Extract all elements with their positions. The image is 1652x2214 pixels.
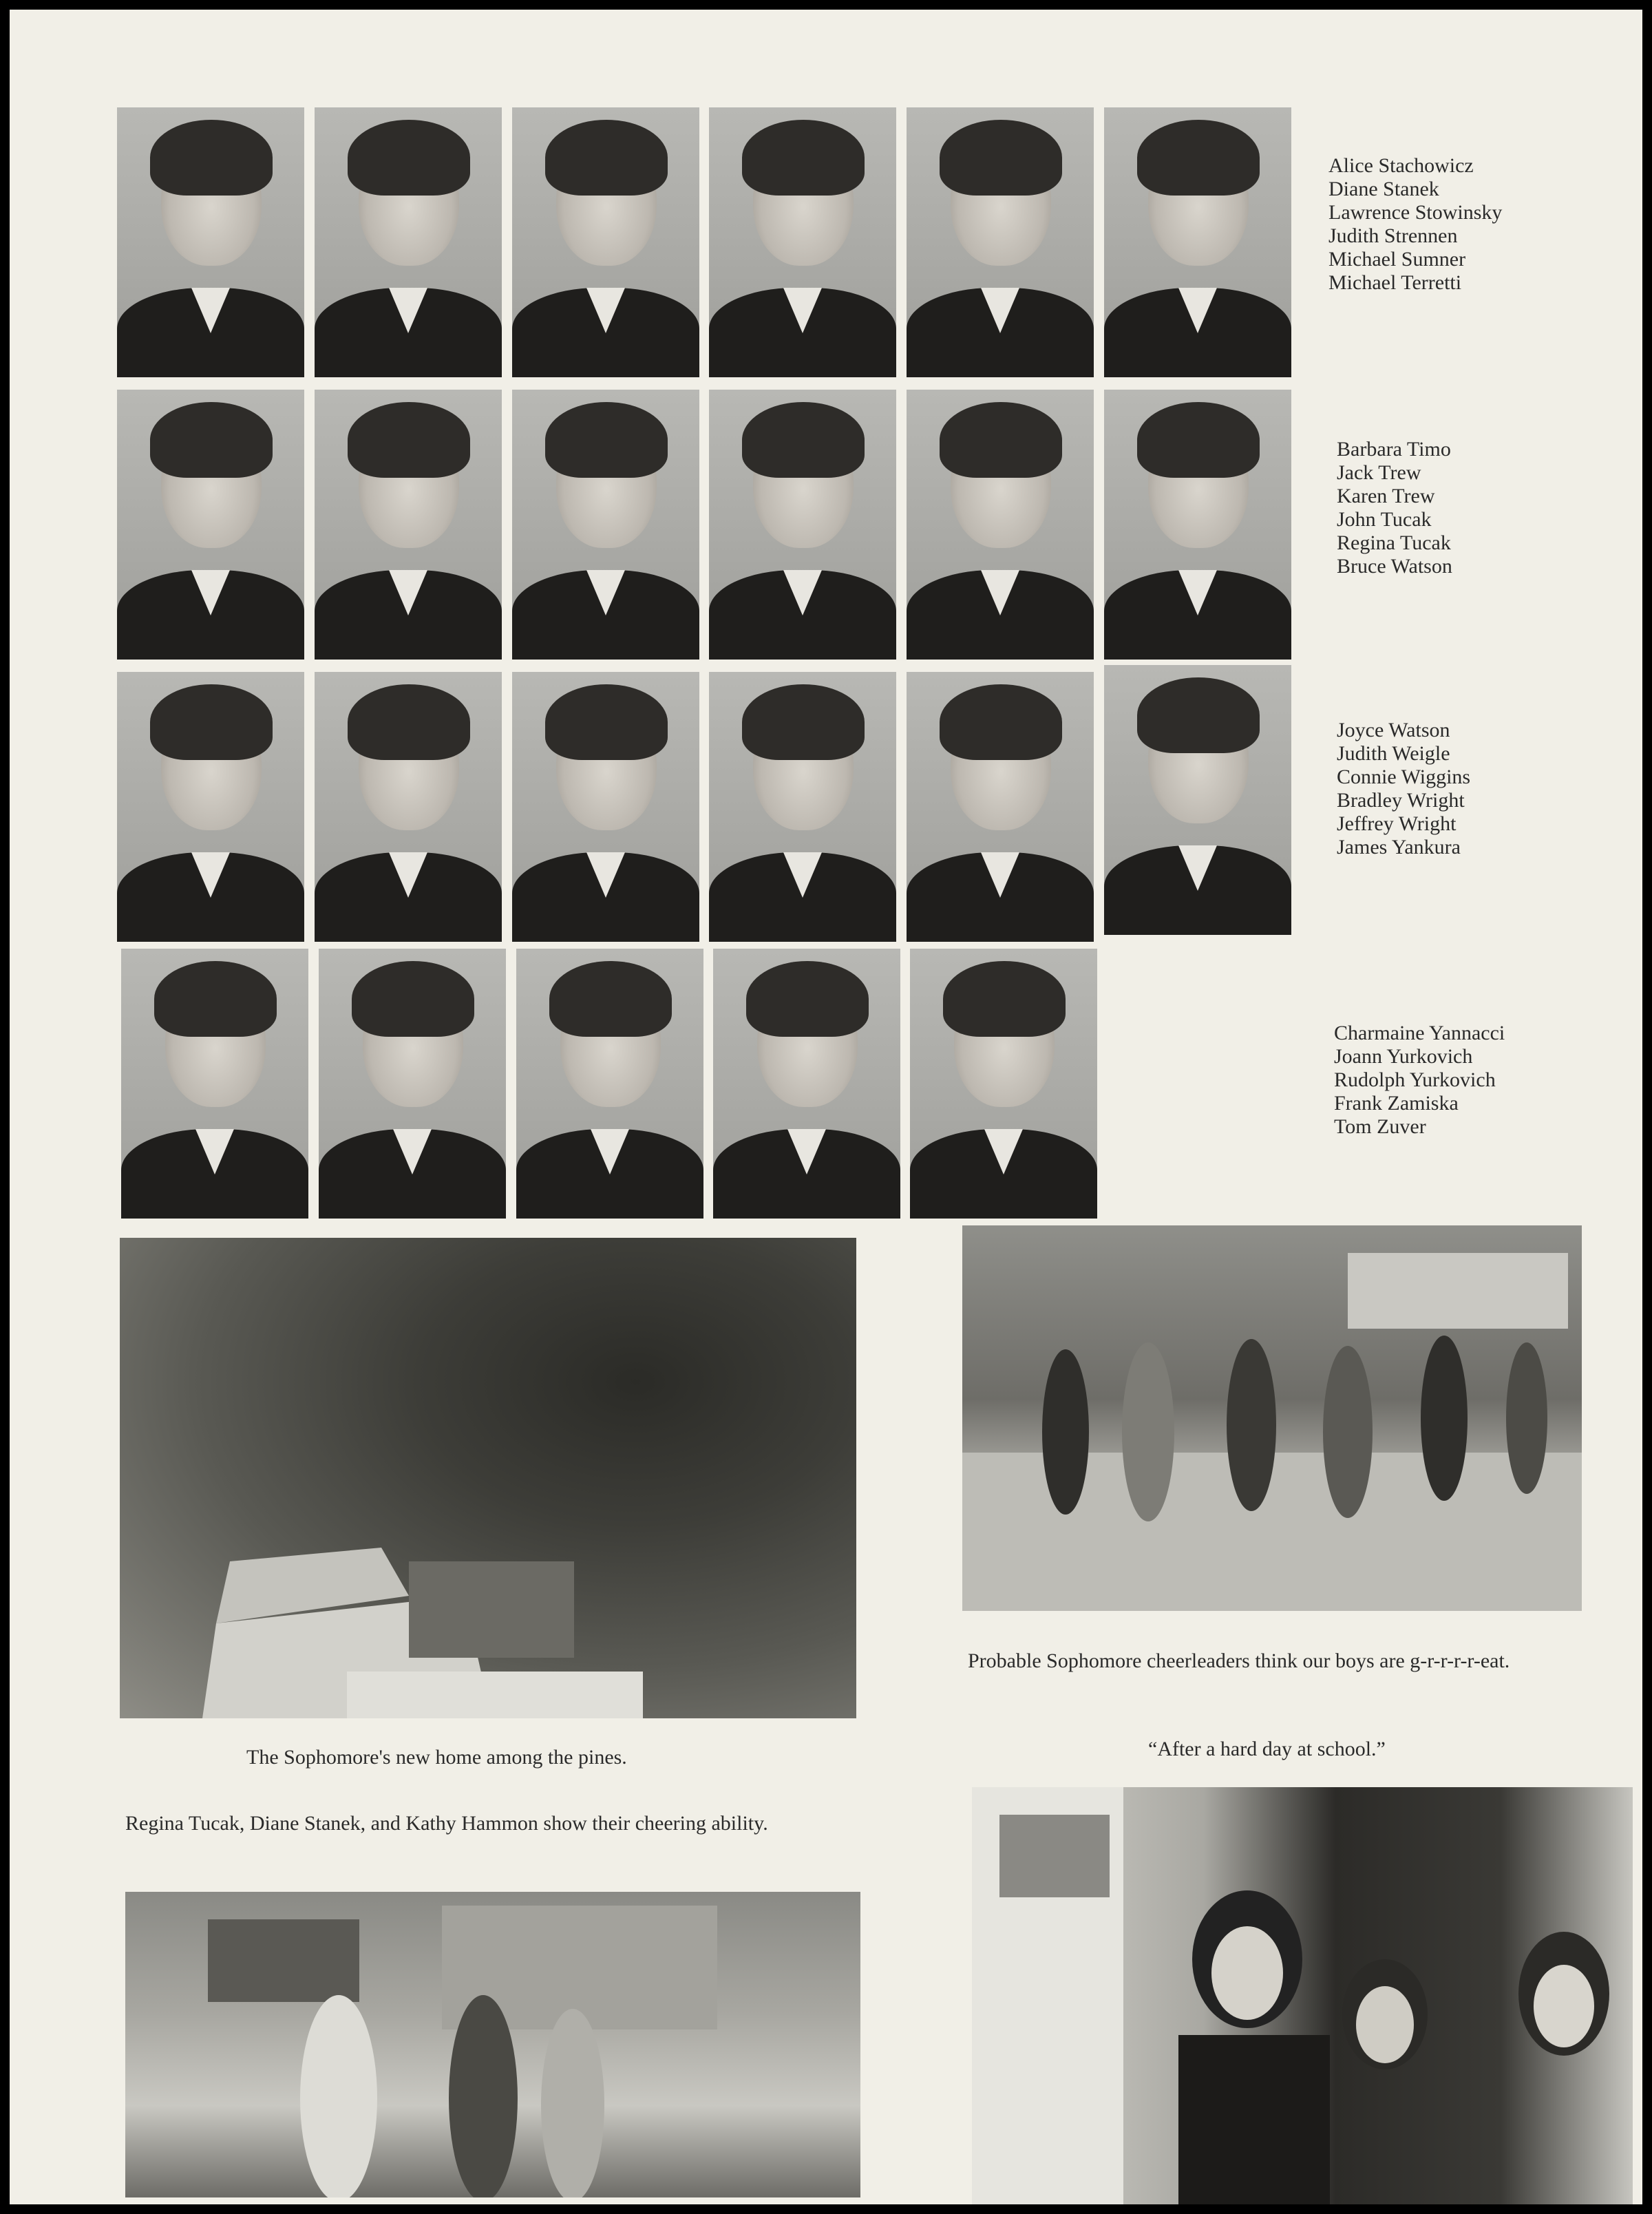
yearbook-page (10, 10, 1642, 2204)
cheerleaders-caption: Probable Sophomore cheerleaders think our boys are g-r-r-r-r-eat. (968, 1649, 1510, 1672)
student-name: Bradley Wright (1337, 789, 1465, 812)
portrait-photo (516, 949, 703, 1219)
portrait-photo (709, 107, 896, 377)
student-name: Frank Zamiska (1334, 1092, 1459, 1115)
portrait-photo (1104, 390, 1291, 660)
portrait-photo (512, 390, 699, 660)
student-name: Regina Tucak (1337, 531, 1451, 554)
student-name: Jeffrey Wright (1337, 812, 1457, 835)
student-name: James Yankura (1337, 836, 1461, 858)
portrait-photo (709, 672, 896, 942)
name-list-row-2 (1337, 438, 1452, 578)
student-name: Charmaine Yannacci (1334, 1022, 1505, 1044)
pines-building-photo (120, 1238, 856, 1718)
student-name: Judith Weigle (1337, 742, 1450, 765)
portrait-photo (315, 107, 502, 377)
sophomore-cheerleaders-photo (962, 1225, 1582, 1611)
portrait-photo (315, 390, 502, 660)
student-name: Joann Yurkovich (1334, 1045, 1473, 1068)
student-name: Michael Sumner (1328, 248, 1466, 271)
portrait-photo (713, 949, 900, 1219)
student-name: Lawrence Stowinsky (1328, 201, 1503, 224)
portrait-photo (1104, 107, 1291, 377)
student-name: Rudolph Yurkovich (1334, 1068, 1496, 1091)
student-name: Connie Wiggins (1337, 766, 1471, 788)
student-name: Bruce Watson (1337, 555, 1452, 578)
cheer-ability-caption: Regina Tucak, Diane Stanek, and Kathy Hammon show their cheering ability. (125, 1812, 768, 1835)
portrait-photo (907, 672, 1094, 942)
name-list-row-3 (1337, 719, 1470, 859)
student-name: Judith Strennen (1328, 224, 1458, 247)
student-name: Diane Stanek (1328, 178, 1439, 200)
after-school-photo (972, 1787, 1633, 2204)
portrait-photo (117, 107, 304, 377)
student-name: Jack Trew (1337, 461, 1421, 484)
portrait-photo (117, 390, 304, 660)
portrait-photo (512, 107, 699, 377)
portrait-photo (315, 672, 502, 942)
portrait-photo (1104, 665, 1291, 935)
student-name: Alice Stachowicz (1328, 154, 1474, 177)
student-name: Tom Zuver (1334, 1115, 1426, 1138)
student-name: Michael Terretti (1328, 271, 1462, 294)
portrait-photo (319, 949, 506, 1219)
portrait-photo (512, 672, 699, 942)
portrait-photo (907, 107, 1094, 377)
name-list-row-4 (1334, 1022, 1505, 1139)
portrait-photo (117, 672, 304, 942)
student-name: Barbara Timo (1337, 438, 1451, 461)
portrait-photo (907, 390, 1094, 660)
pines-caption: The Sophomore's new home among the pines. (246, 1746, 627, 1769)
portrait-photo (709, 390, 896, 660)
hard-day-caption: “After a hard day at school.” (1148, 1738, 1386, 1760)
name-list-row-1 (1328, 154, 1502, 295)
student-name: Joyce Watson (1337, 719, 1450, 741)
cheering-ability-photo (125, 1892, 860, 2197)
student-name: John Tucak (1337, 508, 1432, 531)
portrait-photo (910, 949, 1097, 1219)
student-name: Karen Trew (1337, 485, 1435, 507)
portrait-photo (121, 949, 308, 1219)
